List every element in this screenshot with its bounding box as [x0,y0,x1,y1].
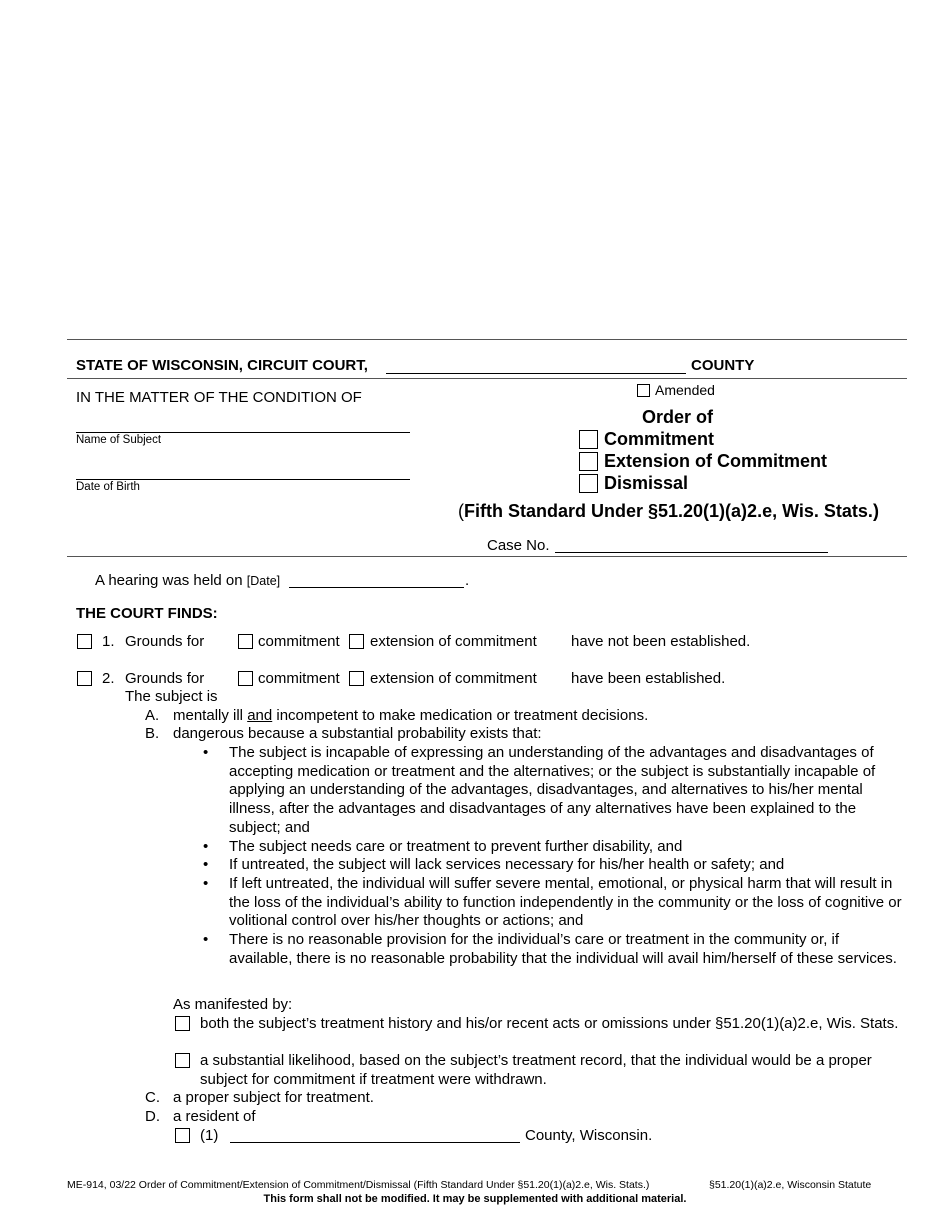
resident-county-text: County, Wisconsin. [525,1127,653,1144]
bullet-text: The subject is incapable of expressing an understanding of the advantages and disadvantages of accepting medication or treatment and the alternatives; or the subject is substantially incapable of applying an understanding of the advantages, disadvantages, and alternatives to his/her mental illness, after the advantages and disadvantages of any alternatives have been explained to the subject; and [229,744,876,836]
order-option-commitment[interactable] [579,429,714,450]
commitment-checkbox[interactable] [579,430,598,449]
finding-b-text: dangerous because a substantial probability exists that: [173,725,542,742]
commitment-label: Commitment [604,429,715,449]
manifest-option-2-checkbox[interactable] [175,1053,190,1068]
bullet-dot: • [203,837,209,855]
resident-number: (1) [200,1127,219,1144]
bullet-item [203,874,905,931]
date-of-birth-field[interactable] [76,479,410,480]
form-id: ME-914, 03/22 Order of Commitment/Extension of Commitment/Dismissal (Fifth Standard Under §51.20(1)(a)2.e, Wis. Stats.) [67,1179,650,1191]
finding-d-label: D. [145,1108,160,1125]
item2-number: 2. [102,670,115,687]
finding-c-text: a proper subject for treatment. [173,1089,374,1106]
extension-label: Extension of Commitment [604,451,828,471]
bullet-text: There is no reasonable provision for the individual’s care or treatment in the community or, if available, there is no reasonable probability that the individual will avail him/herself of these services. [229,931,897,967]
finding-c-label: C. [145,1089,160,1106]
item1-result: have not been established. [571,633,751,650]
subject-is-label: The subject is [125,688,218,705]
finding-a-text [173,707,648,724]
dismissal-label: Dismissal [604,473,689,493]
bullet-dot: • [203,744,209,761]
order-of-title: Order of [642,407,714,427]
bullet-item [203,856,905,875]
bullet-text: If untreated, the subject will lack services necessary for his/her health or safety; and [229,856,785,874]
bullet-text: If left untreated, the individual will suffer severe mental, emotional, or physical harm that will result in the loss of the individual’s ability to function independently in the community or the loss of cognitive or volitional control over his/her thoughts or actions; and [229,874,902,930]
dismissal-checkbox[interactable] [579,474,598,493]
case-no-field[interactable] [555,552,828,553]
finding-d-text: a resident of [173,1108,256,1125]
header-rule [67,378,907,379]
dangerousness-bullets [203,744,905,968]
subject-name-field[interactable] [76,432,410,433]
manifest-option-2-text: a substantial likelihood, based on the subject’s treatment record, that the individual would be a proper subject for commitment if treatment were withdrawn. [200,1052,872,1088]
finding-a-label: A. [145,707,160,724]
form-notice: This form shall not be modified. It may be supplemented with additional material. [263,1193,687,1205]
standard-heading [458,501,879,522]
bullet-text: The subject needs care or treatment to prevent further disability, and [229,837,683,855]
bullet-item [203,744,905,838]
hearing-text: A hearing was held on [95,572,243,589]
item2-extension-label: extension of commitment [370,670,537,687]
amended-label: Amended [655,382,715,398]
standard-text: Fifth Standard Under §51.20(1)(a)2.e, Wis. Stats.) [464,501,879,521]
state-court-label: STATE OF WISCONSIN, CIRCUIT COURT, [76,357,368,374]
bullet-dot: • [203,874,209,892]
bullet-item [203,931,905,968]
county-name-field[interactable] [386,373,686,374]
case-no-label: Case No. [487,537,550,554]
amended-option[interactable] [637,382,715,398]
item1-grounds: Grounds for [125,633,205,650]
item1-number: 1. [102,633,115,650]
item1-checkbox[interactable] [77,634,92,649]
header-bottom-rule [67,556,907,557]
item1-commitment-label: commitment [258,633,340,650]
matter-label: IN THE MATTER OF THE CONDITION OF [76,389,362,406]
finding-a-post: incompetent to make medication or treatment decisions. [272,707,649,724]
amended-checkbox[interactable] [637,384,650,397]
bullet-dot: • [203,931,209,949]
bullet-item [203,837,905,857]
finding-a-and: and [247,707,273,724]
bullet-dot: • [203,856,209,874]
item2-checkbox[interactable] [77,671,92,686]
court-finds-heading: THE COURT FINDS: [76,605,218,622]
item1-extension-label: extension of commitment [370,633,537,650]
county-label: COUNTY [691,357,755,374]
manifested-label: As manifested by: [173,996,293,1013]
standard-paren: ( [458,501,464,521]
hearing-date-field[interactable] [289,587,464,588]
extension-checkbox[interactable] [579,452,598,471]
item2-extension-checkbox[interactable] [349,671,364,686]
finding-b-label: B. [145,725,160,742]
name-of-subject-label: Name of Subject [76,434,162,446]
item2-grounds: Grounds for [125,670,205,687]
top-rule [67,339,907,340]
resident-county-checkbox[interactable] [175,1128,190,1143]
manifest-option-1-checkbox[interactable] [175,1016,190,1031]
item1-extension-checkbox[interactable] [349,634,364,649]
date-of-birth-label: Date of Birth [76,481,140,493]
hearing-date-label: [Date] [246,574,281,588]
statute-ref: §51.20(1)(a)2.e, Wisconsin Statute [709,1179,872,1191]
hearing-line [95,572,280,589]
item1-commitment-checkbox[interactable] [238,634,253,649]
item2-commitment-checkbox[interactable] [238,671,253,686]
resident-county-field[interactable] [230,1142,520,1143]
finding-a-pre: mentally ill [173,707,248,724]
order-option-dismissal[interactable] [579,473,688,494]
manifest-option-1-text: both the subject’s treatment history and his/or recent acts or omissions under §51.20(1)(a)2.e, Wis. Stats. [200,1015,899,1032]
order-option-extension[interactable] [579,451,827,472]
item2-commitment-label: commitment [258,670,340,687]
item2-result: have been established. [571,670,726,687]
hearing-period: . [465,572,470,589]
